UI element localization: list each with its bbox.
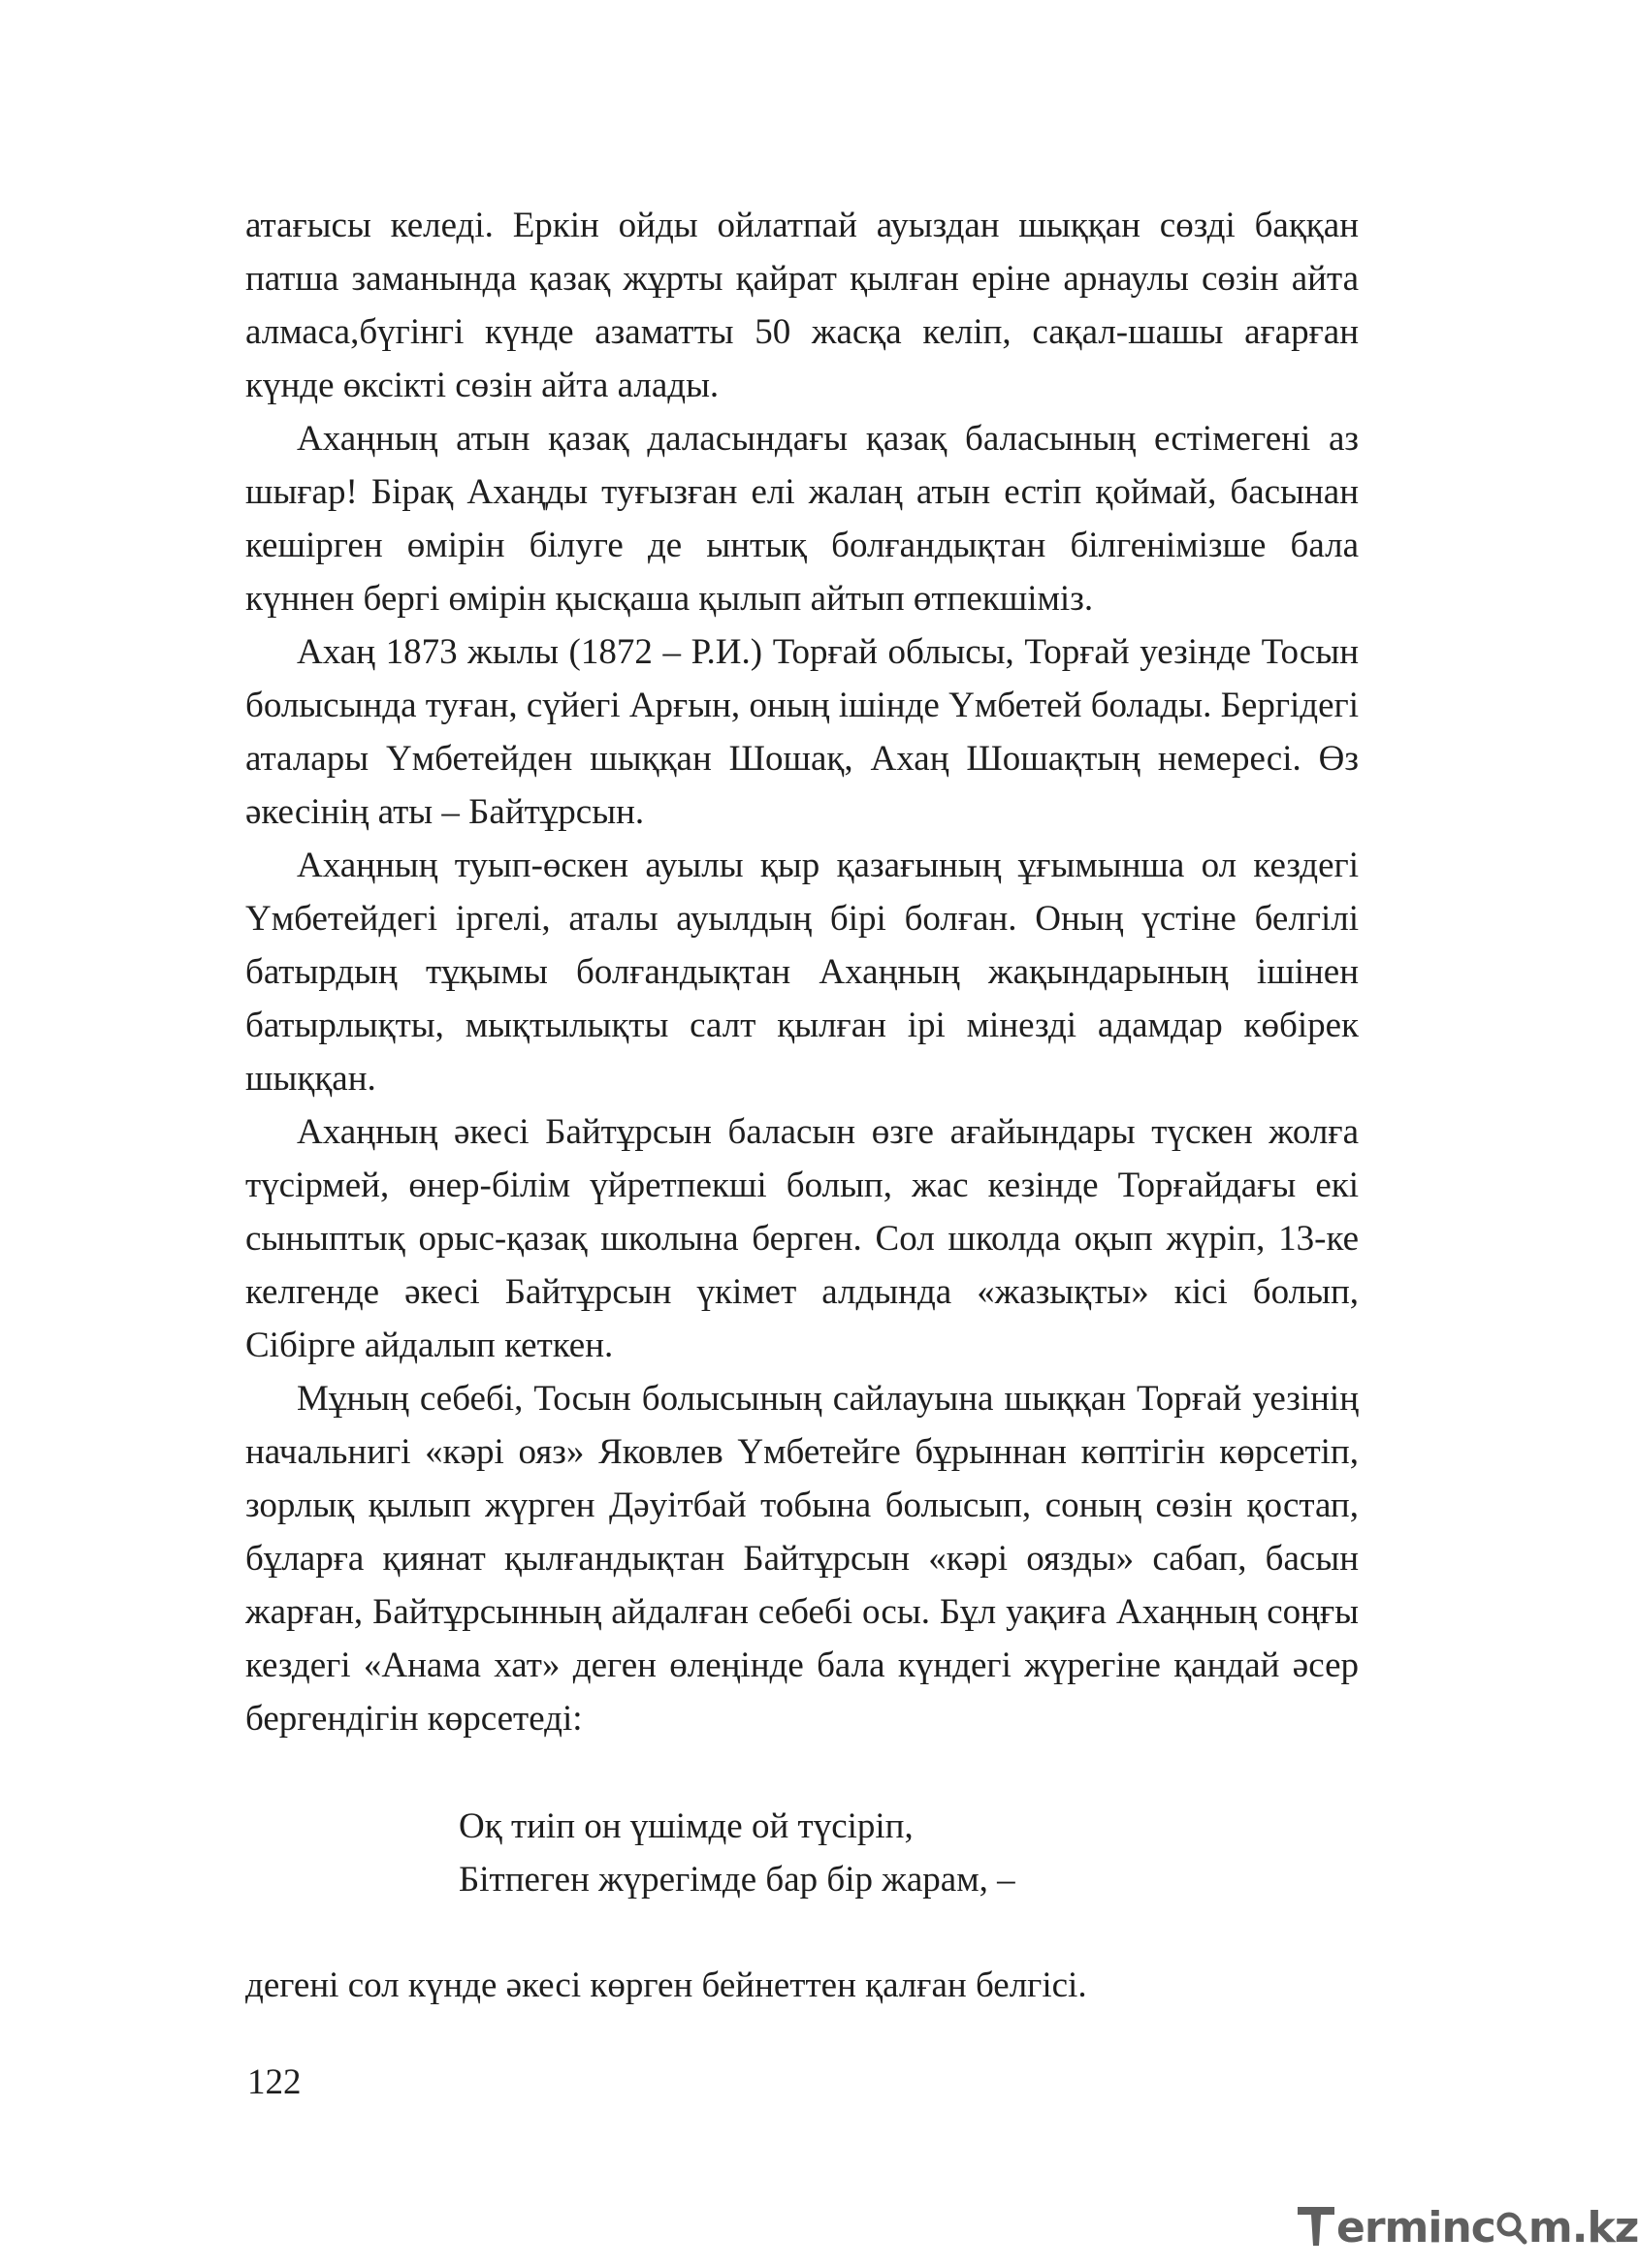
verse-quote [245, 1800, 1359, 1906]
closing-line: дегені сол күнде әкесі көрген бейнеттен қалған белгісі. [245, 1965, 1087, 2005]
page-body [245, 199, 1359, 2012]
termincom-watermark [1298, 2201, 1638, 2255]
verse-line-2: Бітпеген жүрегімде бар бір жарам, – [459, 1860, 1015, 1900]
paragraph-2: Ахаңның атын қазақ даласындағы қазақ баласының естімегені аз шығар! Бірақ Ахаңды туғызған елі жалаң атын естіп қоймай, басынан кешірген өмірін білуге де ынтық болғандықтан білгенімізше бала күннен бергі өмірін қысқаша қылып айтып өтпекшіміз. [245, 419, 1359, 619]
watermark-prefix: ermin [1336, 2203, 1471, 2252]
magnifier-icon [1495, 2207, 1528, 2246]
page-number: 122 [247, 2062, 302, 2102]
watermark-suffix: m.kz [1527, 2203, 1638, 2252]
paragraph-3: Ахаң 1873 жылы (1872 – Р.И.) Торғай облысы, Торғай уезінде Тосын болысында туған, сүйегі Арғын, оның ішінде Үмбетей болады. Бергідегі аталары Үмбетейден шыққан Шошақ, Ахаң Шошақтың немересі. Өз әкесінің аты – Байтұрсын. [245, 632, 1359, 832]
paragraph-4: Ахаңның туып-өскен ауылы қыр қазағының ұғымынша ол кездегі Үмбетейдегі іргелі, аталы ауылдың бірі болған. Оның үстіне белгілі батырдың тұқымы болғандықтан Ахаңның жақындарының ішінен батырлықты, мықтылықты салт қылған ірі мінезді адамдар көбірек шыққан. [245, 846, 1359, 1099]
verse-line-1: Оқ тиіп он үшімде ой түсіріп, [459, 1806, 914, 1846]
paragraph-1: атағысы келеді. Еркін ойды ойлатпай ауыздан шыққан сөзді баққан патша заманында қазақ жұрты қайрат қылған еріне арнаулы сөзін айта алмаса,бүгінгі күнде азаматты 50 жасқа келіп, сақал-шашы ағарған күнде өксікті сөзін айта алады. [245, 206, 1359, 405]
t-logo-icon [1298, 2203, 1336, 2248]
paragraph-6: Мұның себебі, Тосын болысының сайлауына шыққан Торғай уезінің начальнигі «кәрі ояз» Яковлев Үмбетейге бұрыннан көптігін көрсетіп, зорлық қылып жүрген Дәуітбай тобына болысып, соның сөзін қостап, бұларға қиянат қылғандықтан Байтұрсын «кәрі оязды» сабап, басын жарған, Байтұрсынның айдалған себебі осы. Бұл уақиға Ахаңның соңғы кездегі «Анама хат» деген өлеңінде бала күндегі жүрегіне қандай әсер бергендігін көрсетеді: [245, 1379, 1359, 1739]
watermark-circle-letter: c [1470, 2203, 1495, 2252]
paragraph-5: Ахаңның әкесі Байтұрсын баласын өзге ағайындары түскен жолға түсірмей, өнер-білім үйретпекші болып, жас кезінде Торғайдағы екі сыныптық орыс-қазақ школына берген. Сол школда оқып жүріп, 13-ке келгенде әкесі Байтұрсын үкімет алдында «жазықты» кісі болып, Сібірге айдалып кеткен. [245, 1112, 1359, 1365]
